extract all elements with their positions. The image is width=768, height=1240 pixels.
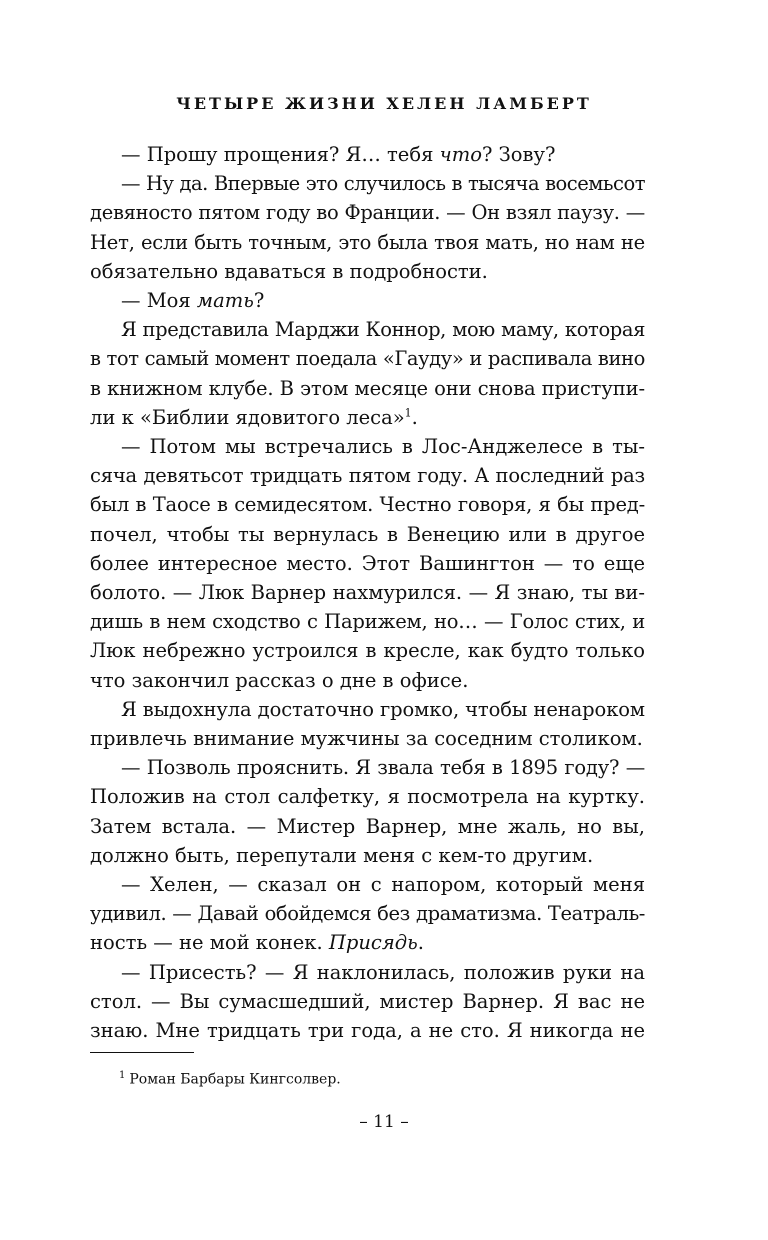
text-run: должно быть, перепутали меня с кем-то другим. bbox=[90, 843, 594, 867]
text-line bbox=[90, 520, 645, 549]
text-run: был в Таосе в семидесятом. Честно говоря, я бы пред- bbox=[90, 493, 645, 517]
text-line bbox=[90, 461, 645, 490]
footnote bbox=[119, 1066, 341, 1090]
text-line bbox=[90, 257, 645, 286]
text-run: привлечь внимание мужчины за соседним столиком. bbox=[90, 727, 643, 751]
text-run: Положив на стол салфетку, я посмотрела на куртку. bbox=[90, 785, 645, 809]
text-run: — Моя bbox=[121, 289, 197, 313]
text-line bbox=[90, 841, 645, 870]
text-run: ли к «Библии ядовитого леса» bbox=[90, 405, 405, 429]
text-run: почел, чтобы ты вернулась в Венецию или в другое bbox=[90, 522, 645, 546]
text-run: Нет, если быть точным, это была твоя мать, но нам не bbox=[90, 230, 645, 254]
text-line bbox=[90, 344, 645, 373]
text-run: знаю. Мне тридцать три года, а не сто. Я никогда не bbox=[90, 1019, 645, 1043]
text-run: обязательно вдаваться в подробности. bbox=[90, 259, 488, 283]
footnote-reference: 1 bbox=[404, 406, 412, 420]
text-run: сяча девятьсот тридцать пятом году. А последний раз bbox=[90, 464, 645, 488]
text-run: — Прошу прощения? Я… тебя bbox=[121, 143, 440, 166]
text-line bbox=[90, 695, 645, 724]
text-run: Затем встала. — Мистер Варнер, мне жаль, но вы, bbox=[90, 814, 645, 838]
text-line bbox=[90, 870, 645, 899]
text-line bbox=[90, 724, 645, 753]
running-head: ЧЕТЫРЕ ЖИЗНИ ХЕЛЕН ЛАМБЕРТ bbox=[176, 94, 592, 113]
text-line bbox=[90, 228, 645, 257]
text-line bbox=[90, 607, 645, 636]
text-run: Я выдохнула достаточно громко, чтобы ненароком bbox=[121, 697, 645, 721]
body-text bbox=[90, 140, 645, 1045]
text-run: . bbox=[417, 931, 424, 955]
text-line bbox=[90, 666, 645, 695]
text-line bbox=[90, 782, 645, 811]
text-line bbox=[90, 315, 645, 344]
text-line bbox=[90, 928, 645, 957]
text-run: удивил. — Давай обойдемся без драматизма. Театраль- bbox=[90, 902, 645, 926]
text-line bbox=[90, 812, 645, 841]
page-number: – 11 – bbox=[359, 1112, 409, 1132]
italic-emphasis: Присядь bbox=[328, 931, 418, 955]
text-run: стол. — Вы сумасшедший, мистер Варнер. Я вас не bbox=[90, 989, 645, 1013]
text-run: болото. — Люк Варнер нахмурился. — Я знаю, ты ви- bbox=[90, 581, 645, 605]
text-run: более интересное место. Этот Вашингтон — то еще bbox=[90, 551, 645, 575]
text-run: в книжном клубе. В этом месяце они снова приступи- bbox=[90, 376, 645, 400]
text-line bbox=[90, 432, 645, 461]
italic-emphasis: мать bbox=[196, 289, 254, 313]
text-line bbox=[90, 169, 645, 198]
text-line bbox=[90, 958, 645, 987]
text-line bbox=[90, 899, 645, 928]
text-run: — Присесть? — Я наклонилась, положив руки на bbox=[121, 960, 645, 984]
text-run: — Хелен, — сказал он с напором, который меня bbox=[121, 873, 645, 897]
text-run: девяносто пятом году во Франции. — Он взял паузу. — bbox=[90, 201, 645, 225]
footnote-marker: 1 bbox=[119, 1070, 126, 1081]
text-run: Я представила Марджи Коннор, мою маму, которая bbox=[121, 318, 645, 342]
text-line bbox=[90, 198, 645, 227]
text-line bbox=[90, 636, 645, 665]
text-run: что закончил рассказ о дне в офисе. bbox=[90, 668, 469, 692]
text-run: — Позволь прояснить. Я звала тебя в 1895 году? — bbox=[121, 756, 645, 780]
text-line bbox=[90, 140, 645, 169]
text-run: в тот самый момент поедала «Гауду» и распивала вино bbox=[90, 347, 645, 371]
text-line bbox=[90, 374, 645, 403]
text-run: Люк небрежно устроился в кресле, как будто только bbox=[90, 639, 645, 663]
text-line bbox=[90, 987, 645, 1016]
text-run: — Потом мы встречались в Лос-Анджелесе в ты- bbox=[121, 435, 645, 459]
text-run: ? bbox=[253, 289, 265, 313]
text-line bbox=[90, 1016, 645, 1045]
text-line bbox=[90, 403, 645, 432]
text-run: — Ну да. Впервые это случилось в тысяча восемьсот bbox=[121, 172, 645, 196]
text-line bbox=[90, 490, 645, 519]
text-line bbox=[90, 753, 645, 782]
text-run: ность — не мой конек. bbox=[90, 931, 329, 955]
text-line bbox=[90, 578, 645, 607]
text-run: дишь в нем сходство с Парижем, но… — Голос стих, и bbox=[90, 610, 645, 634]
italic-emphasis: что bbox=[439, 143, 482, 166]
text-line bbox=[90, 549, 645, 578]
text-line bbox=[90, 286, 645, 315]
footnote-text: Роман Барбары Кингсолвер. bbox=[129, 1071, 341, 1088]
footnote-divider bbox=[90, 1052, 194, 1053]
text-run: . bbox=[411, 405, 418, 429]
text-run: ? Зову? bbox=[481, 143, 556, 166]
